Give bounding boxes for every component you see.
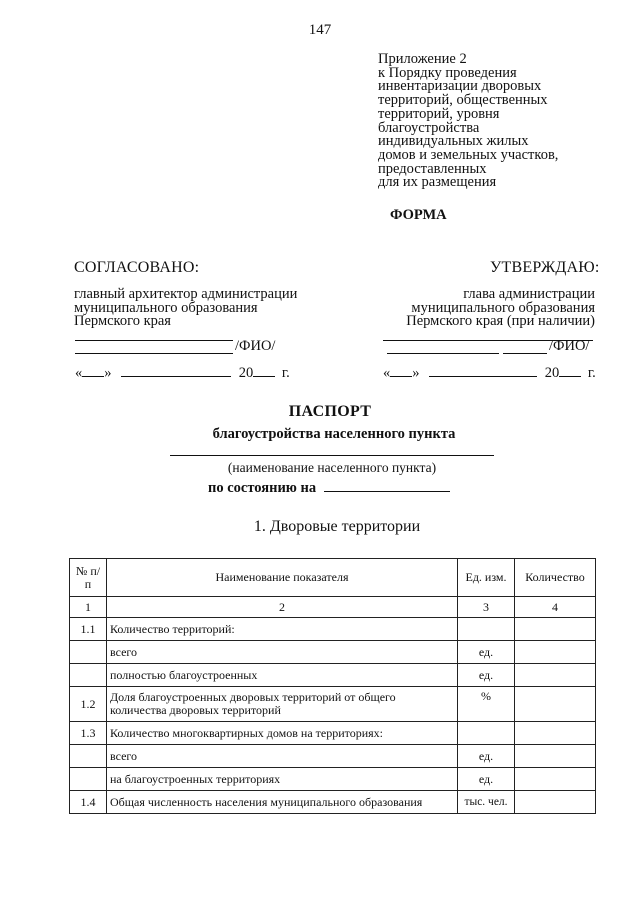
column-number: 1 — [70, 597, 107, 618]
approve-position-line: муниципального образования — [411, 299, 595, 316]
approve-date — [383, 364, 596, 382]
row-qty-cell[interactable] — [515, 722, 596, 745]
agreed-day-field[interactable] — [82, 364, 104, 377]
header-no: № п/п — [70, 559, 107, 597]
agreed-name-line[interactable] — [75, 353, 233, 354]
row-name: Общая численность населения муниципального образования — [107, 791, 458, 814]
row-qty-cell[interactable] — [515, 687, 596, 722]
row-name: Количество территорий: — [107, 618, 458, 641]
approve-name-line-short[interactable] — [503, 353, 547, 354]
row-qty-cell[interactable] — [515, 768, 596, 791]
agreed-title: СОГЛАСОВАНО: — [74, 259, 200, 276]
row-name: Количество многоквартирных домов на территориях: — [107, 722, 458, 745]
table-row — [70, 687, 596, 722]
as-of-label: по состоянию на — [208, 480, 317, 496]
approve-year-field[interactable] — [559, 364, 581, 377]
approve-date-close-quote: » — [412, 365, 420, 381]
header-name: Наименование показателя — [107, 559, 458, 597]
appendix-line: территорий, уровня — [378, 105, 500, 122]
agreed-position — [74, 288, 297, 329]
row-no — [70, 664, 107, 687]
row-no: 1.1 — [70, 618, 107, 641]
approve-position — [406, 288, 595, 329]
table-row — [70, 641, 596, 664]
agreed-position-line: главный архитектор администрации — [74, 286, 298, 302]
appendix-line: территорий, общественных — [378, 92, 548, 109]
approve-position-line: глава администрации — [463, 286, 595, 302]
row-qty-cell[interactable] — [515, 664, 596, 687]
appendix-line: инвентаризации дворовых — [378, 78, 542, 95]
agreed-date — [75, 364, 290, 382]
table-row — [70, 791, 596, 814]
row-qty-cell[interactable] — [515, 745, 596, 768]
row-no: 1.4 — [70, 791, 107, 814]
row-name: всего — [107, 641, 458, 664]
agreed-year-suffix: г. — [281, 365, 290, 381]
approve-day-field[interactable] — [390, 364, 412, 377]
row-qty-cell[interactable] — [515, 618, 596, 641]
as-of-date-field[interactable] — [324, 478, 450, 492]
passport-subtitle: благоустройства населенного пункта — [212, 426, 456, 442]
approve-title: УТВЕРЖДАЮ: — [490, 259, 600, 276]
row-qty-cell[interactable] — [515, 791, 596, 814]
column-number: 4 — [515, 597, 596, 618]
row-no — [70, 745, 107, 768]
header-qty: Количество — [515, 559, 596, 597]
row-no: 1.3 — [70, 722, 107, 745]
table-row — [70, 745, 596, 768]
row-qty-cell[interactable] — [515, 641, 596, 664]
row-unit: ед. — [458, 664, 515, 687]
row-unit: ед. — [458, 745, 515, 768]
approve-month-field[interactable] — [429, 364, 537, 377]
settlement-name-line[interactable] — [170, 455, 494, 456]
approve-position-line: Пермского края (при наличии) — [406, 313, 595, 329]
agreed-month-field[interactable] — [121, 364, 231, 377]
appendix-line: для их размещения — [378, 174, 497, 191]
agreed-date-close-quote: » — [104, 365, 112, 381]
agreed-position-line: муниципального образования — [74, 299, 258, 316]
page-number: 147 — [308, 22, 332, 38]
agreed-year-prefix: 20 — [238, 365, 254, 381]
approve-name-line[interactable] — [387, 353, 499, 354]
indicators-table — [69, 558, 596, 814]
agreed-year-field[interactable] — [253, 364, 275, 377]
agreed-fio-label: /ФИО/ — [235, 338, 276, 354]
table-row — [70, 618, 596, 641]
table-header-row — [70, 559, 596, 597]
row-unit: ед. — [458, 641, 515, 664]
appendix-line: благоустройства — [378, 119, 480, 136]
table-row — [70, 722, 596, 745]
row-unit — [458, 618, 515, 641]
agreed-date-open-quote: « — [75, 365, 83, 381]
as-of-date — [208, 478, 450, 497]
approve-year-suffix: г. — [587, 365, 596, 381]
row-unit: % — [458, 687, 515, 722]
row-no: 1.2 — [70, 687, 107, 722]
agreed-position-line: Пермского края — [74, 313, 171, 329]
column-number: 2 — [107, 597, 458, 618]
header-unit: Ед. изм. — [458, 559, 515, 597]
section-title: 1. Дворовые территории — [253, 518, 421, 535]
table-row — [70, 768, 596, 791]
row-unit: тыс. чел. — [458, 791, 515, 814]
form-label: ФОРМА — [390, 207, 447, 223]
column-number-row — [70, 597, 596, 618]
row-name: полностью благоустроенных — [107, 664, 458, 687]
row-unit — [458, 722, 515, 745]
appendix-line: домов и земельных участков, — [378, 146, 559, 163]
appendix-line: Приложение 2 — [378, 51, 467, 67]
appendix-header — [378, 53, 608, 190]
appendix-line: индивидуальных жилых — [378, 133, 529, 150]
row-name: всего — [107, 745, 458, 768]
agreed-signature-line[interactable] — [75, 340, 233, 341]
row-name: Доля благоустроенных дворовых территорий от общего количества дворовых территорий — [107, 687, 458, 722]
approve-date-open-quote: « — [383, 365, 391, 381]
passport-title: ПАСПОРТ — [288, 403, 372, 420]
column-number: 3 — [458, 597, 515, 618]
appendix-line: предоставленных — [378, 160, 487, 177]
appendix-line: к Порядку проведения — [378, 64, 517, 81]
row-name: на благоустроенных территориях — [107, 768, 458, 791]
row-no — [70, 641, 107, 664]
settlement-name-caption: (наименование населенного пункта) — [227, 460, 437, 475]
row-no — [70, 768, 107, 791]
approve-year-prefix: 20 — [544, 365, 560, 381]
table-row — [70, 664, 596, 687]
approve-fio-label: /ФИО/ — [549, 338, 590, 354]
row-unit: ед. — [458, 768, 515, 791]
